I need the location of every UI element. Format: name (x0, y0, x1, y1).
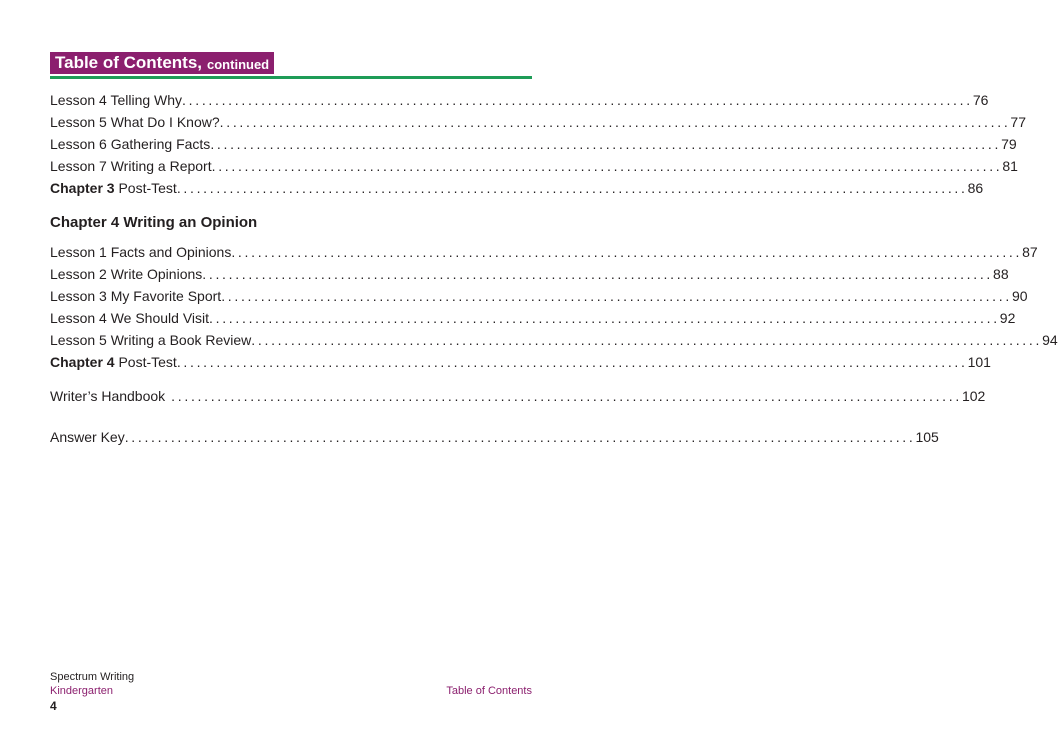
toc-entry-page: 90 (1011, 288, 1028, 304)
toc-entry-label: Lesson 5 Writing a Book Review (50, 332, 252, 348)
toc-entry-page: 86 (967, 180, 984, 196)
section-header (50, 52, 274, 74)
post-test-label: Post-Test (118, 354, 177, 370)
toc-entry-page: 92 (999, 310, 1016, 326)
dot-leader: ........................................................................................................................ (211, 158, 1003, 174)
toc-entry-page: 102 (961, 388, 986, 404)
dot-leader: ........................................................................................................................ (124, 429, 916, 445)
toc-entry-page: 101 (967, 354, 991, 370)
toc-entry-chapter-4-post-test[interactable] (50, 354, 991, 376)
header-rule (50, 76, 532, 79)
toc-entry-label (50, 180, 177, 196)
footer-section: Table of Contents (446, 685, 532, 697)
toc-entry-page: 105 (915, 429, 939, 445)
toc-entry-label: Answer Key (50, 429, 125, 445)
toc-entry[interactable] (50, 158, 1018, 180)
dot-leader: ........................................................................................................................ (210, 136, 1002, 152)
toc-group-2 (50, 244, 1058, 376)
toc-entry[interactable] (50, 244, 1038, 266)
chapter-label: Chapter 3 (50, 180, 115, 196)
dot-leader: ........................................................................................................................ (221, 288, 1012, 304)
toc-answer-key (50, 429, 939, 451)
toc-entry[interactable] (50, 310, 1016, 332)
footer-grade: Kindergarten (50, 685, 113, 697)
toc-entry-chapter-3-post-test[interactable] (50, 180, 984, 202)
toc-entry[interactable] (50, 92, 989, 114)
dot-leader: ........................................................................................................................ (219, 114, 1011, 130)
dot-leader: ........................................................................................................................ (182, 92, 973, 108)
dot-leader: ........................................................................................................................ (171, 388, 962, 404)
footer-book-title: Spectrum Writing (50, 671, 135, 683)
post-test-label: Post-Test (118, 180, 177, 196)
dot-leader: ........................................................................................................................ (176, 354, 968, 370)
toc-entry-label (50, 354, 177, 370)
toc-entry-label: Lesson 7 Writing a Report (50, 158, 212, 174)
dot-leader: ........................................................................................................................ (231, 244, 1023, 260)
dot-leader: ........................................................................................................................ (176, 180, 968, 196)
header-subtitle: continued (207, 56, 270, 72)
header-title: Table of Contents, (55, 53, 203, 72)
toc-group-1 (50, 92, 1026, 202)
toc-entry-label: Writer’s Handbook (50, 388, 166, 404)
toc-entry[interactable] (50, 266, 1009, 288)
dot-leader: ........................................................................................................................ (202, 266, 994, 282)
toc-entry-answer-key[interactable] (50, 429, 939, 451)
toc-entry-label: Lesson 2 Write Opinions (50, 266, 203, 282)
toc-entry-page: 94 (1042, 332, 1058, 348)
toc-entry-page: 77 (1010, 114, 1026, 130)
toc-entry-page: 88 (993, 266, 1009, 282)
toc-entry-label: Lesson 3 My Favorite Sport (50, 288, 222, 304)
toc-entry-label: Lesson 4 Telling Why (50, 92, 183, 108)
toc-entry-label: Lesson 5 What Do I Know? (50, 114, 220, 130)
toc-handbook (50, 388, 986, 410)
toc-entry[interactable] (50, 136, 1017, 158)
chapter-label: Chapter 4 (50, 354, 115, 370)
toc-entry[interactable] (50, 114, 1026, 136)
toc-entry[interactable] (50, 332, 1058, 354)
toc-entry-writers-handbook[interactable] (50, 388, 986, 410)
toc-entry-page: 81 (1002, 158, 1018, 174)
chapter-4-heading: Chapter 4 Writing an Opinion (50, 214, 258, 231)
toc-entry-label: Lesson 4 We Should Visit (50, 310, 210, 326)
dot-leader: ........................................................................................................................ (209, 310, 1000, 326)
toc-entry-page: 87 (1022, 244, 1038, 260)
toc-entry[interactable] (50, 288, 1028, 310)
toc-entry-label: Lesson 6 Gathering Facts (50, 136, 211, 152)
toc-entry-page: 79 (1001, 136, 1017, 152)
toc-entry-page: 76 (972, 92, 989, 108)
toc-entry-label: Lesson 1 Facts and Opinions (50, 244, 232, 260)
page-number: 4 (50, 699, 57, 713)
dot-leader: ........................................................................................................................ (251, 332, 1043, 348)
